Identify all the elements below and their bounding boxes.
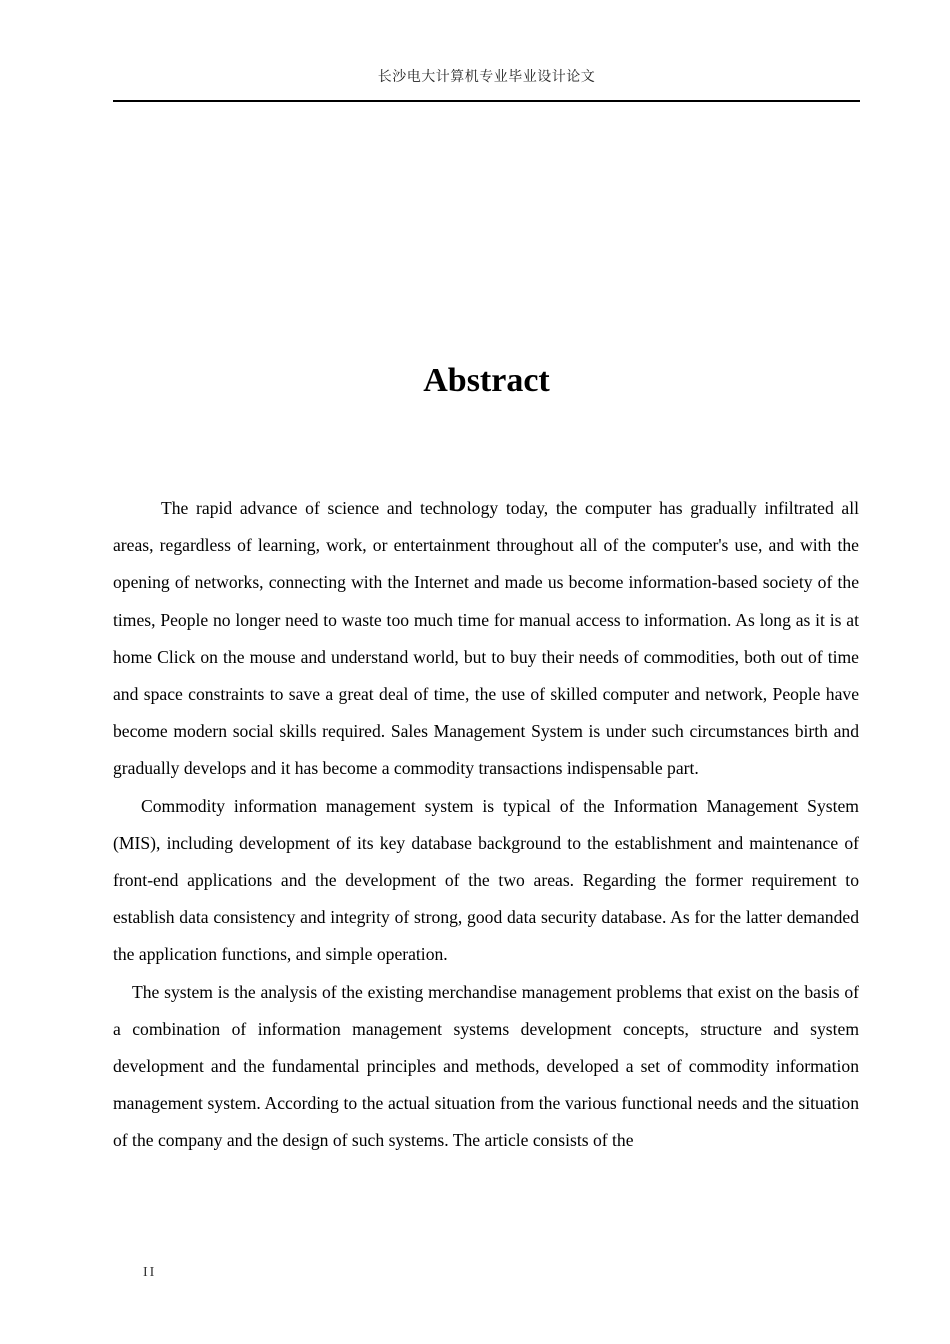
abstract-paragraph-1: The rapid advance of science and technology today, the computer has gradually infiltrated all areas, regardless of learning, work, or entertainment throughout all of the computer's use, and with the opening of networks, connecting with the Internet and made us become information-based society of the times, People no longer need to waste too much time for manual access to information. As long as it is at home Click on the mouse and understand world, but to buy their needs of commodities, both out of time and space constraints to save a great deal of time, the use of skilled computer and network, People have become modern social skills required. Sales Management System is under such circumstances birth and gradually develops and it has become a commodity transactions indispensable part.: [113, 498, 859, 779]
abstract-body: [113, 490, 859, 1160]
header-rule: [113, 100, 860, 102]
page-number: II: [143, 1265, 157, 1280]
page-title: Abstract: [423, 362, 550, 399]
abstract-paragraph-3: The system is the analysis of the existing merchandise management problems that exist on the basis of a combination of information management systems development concepts, structure and system development and the fundamental principles and methods, developed a set of commodity information management system. According to the actual situation from the various functional needs and the situation of the company and the design of such systems. The article consists of the: [113, 981, 859, 1151]
running-header: 长沙电大计算机专业毕业设计论文: [377, 69, 596, 85]
abstract-paragraph-2: Commodity information management system is typical of the Information Management System (MIS), including development of its key database background to the establishment and maintenance of front-end applications and the development of the two areas. Regarding the former requirement to establish data consistency and integrity of strong, good data security database. As for the latter demanded the application functions, and simple operation.: [113, 795, 859, 965]
